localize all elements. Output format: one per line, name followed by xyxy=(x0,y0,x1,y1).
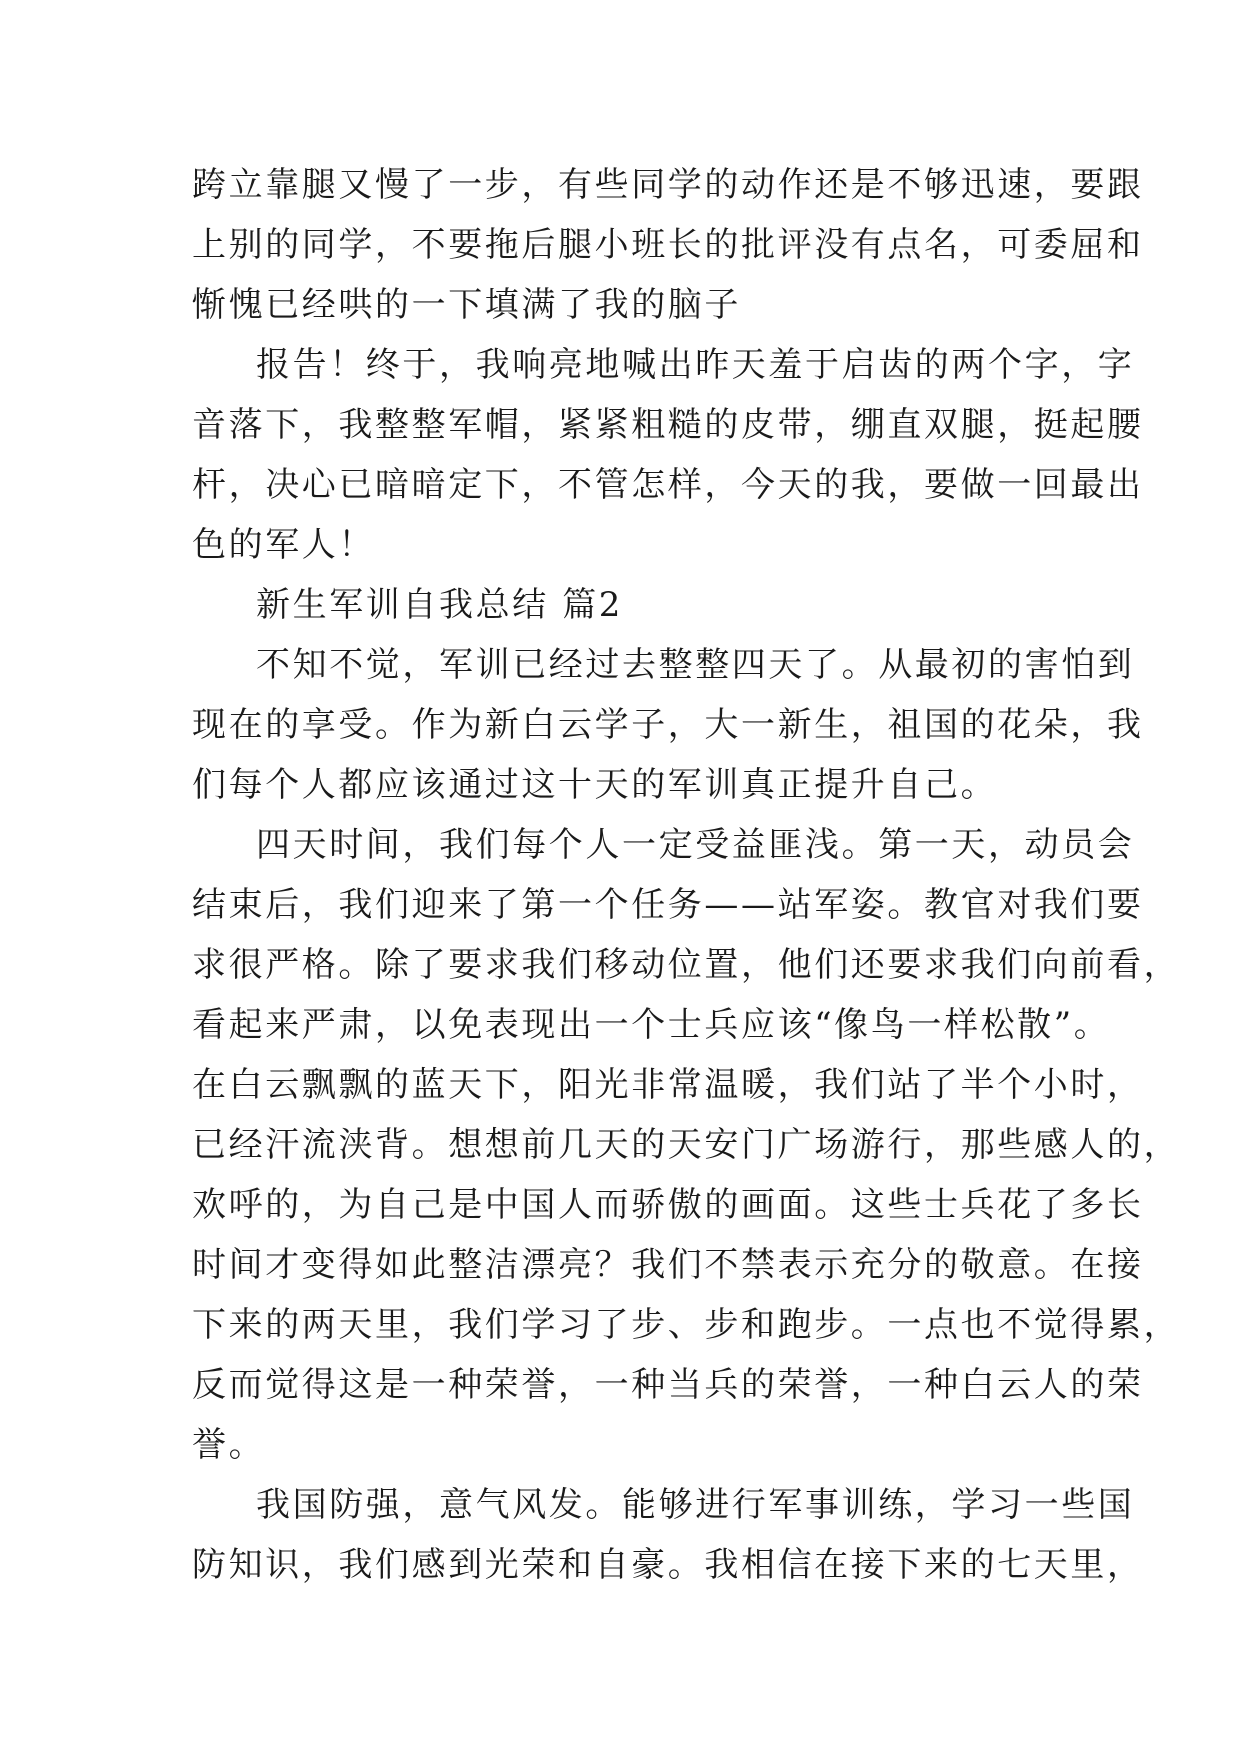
text-line: 求很严格。除了要求我们移动位置，他们还要求我们向前看， xyxy=(192,945,1181,985)
text-line: 已经汗流浃背。想想前几天的天安门广场游行，那些感人的， xyxy=(192,1125,1181,1165)
text-line: 跨立靠腿又慢了一步，有些同学的动作还是不够迅速，要跟 xyxy=(192,165,1144,205)
text-line: 防知识，我们感到光荣和自豪。我相信在接下来的七天里， xyxy=(192,1545,1144,1585)
text-line: 四天时间，我们每个人一定受益匪浅。第一天，动员会 xyxy=(256,825,1135,865)
text-line: 欢呼的，为自己是中国人而骄傲的画面。这些士兵花了多长 xyxy=(192,1185,1144,1225)
text-line: 时间才变得如此整洁漂亮？我们不禁表示充分的敬意。在接 xyxy=(192,1245,1144,1285)
text-line: 结束后，我们迎来了第一个任务——站军姿。教官对我们要 xyxy=(192,885,1144,925)
text-line: 上别的同学，不要拖后腿小班长的批评没有点名，可委屈和 xyxy=(192,225,1144,265)
text-line: 下来的两天里，我们学习了步、步和跑步。一点也不觉得累， xyxy=(192,1305,1181,1345)
text-line: 现在的享受。作为新白云学子，大一新生，祖国的花朵，我 xyxy=(192,705,1144,745)
text-line: 音落下，我整整军帽，紧紧粗糙的皮带，绷直双腿，挺起腰 xyxy=(192,405,1144,445)
text-line: 在白云飘飘的蓝天下，阳光非常温暖，我们站了半个小时， xyxy=(192,1065,1144,1105)
text-line: 色的军人！ xyxy=(192,525,375,565)
text-line: 我国防强，意气风发。能够进行军事训练，学习一些国 xyxy=(256,1485,1135,1525)
text-line: 惭愧已经哄的一下填满了我的脑子 xyxy=(192,285,741,325)
text-line: 们每个人都应该通过这十天的军训真正提升自己。 xyxy=(192,765,998,805)
text-line: 反而觉得这是一种荣誉，一种当兵的荣誉，一种白云人的荣 xyxy=(192,1365,1144,1405)
text-line: 誉。 xyxy=(192,1425,266,1465)
text-line: 杆，决心已暗暗定下，不管怎样，今天的我，要做一回最出 xyxy=(192,465,1144,505)
text-line: 看起来严肃，以免表现出一个士兵应该“像鸟一样松散”。 xyxy=(192,1005,1111,1045)
text-line: 报告！终于，我响亮地喊出昨天羞于启齿的两个字，字 xyxy=(256,345,1135,385)
section-heading: 新生军训自我总结 篇2 xyxy=(256,585,624,625)
text-line: 不知不觉，军训已经过去整整四天了。从最初的害怕到 xyxy=(256,645,1135,685)
